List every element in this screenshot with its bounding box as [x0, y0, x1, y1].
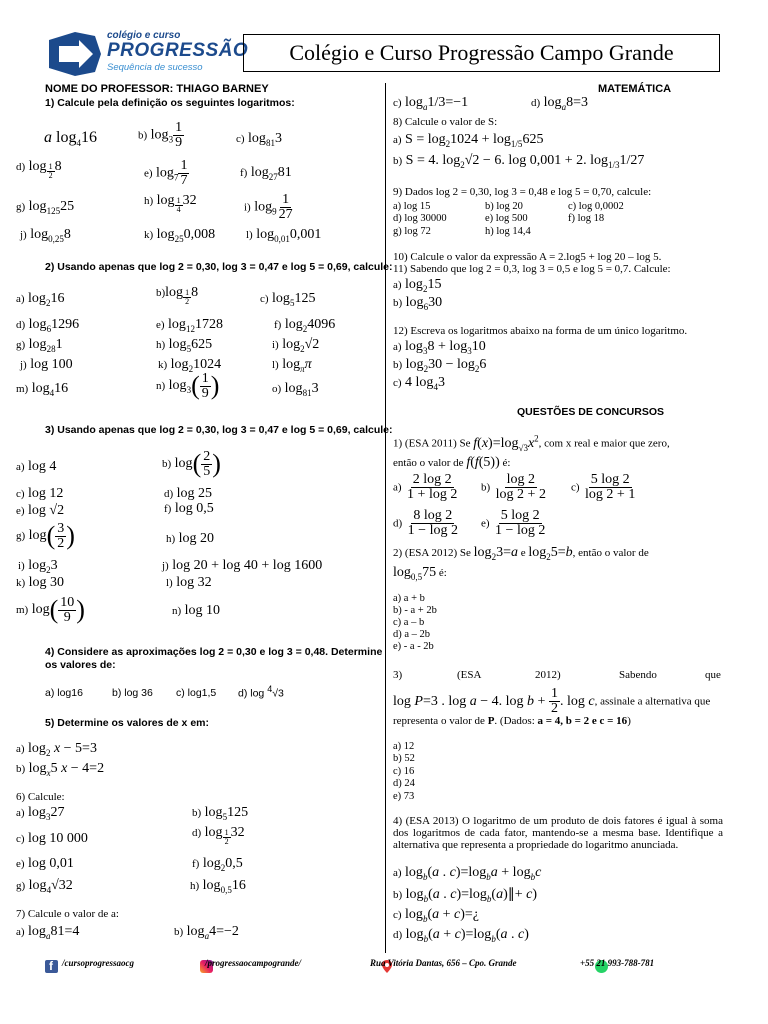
- q9-item-f: f) log 18: [568, 213, 605, 224]
- page-title-box: [243, 34, 720, 72]
- concursos-title: QUESTÕES DE CONCURSOS: [517, 406, 665, 418]
- logo: [45, 26, 249, 82]
- q6b: b) $\log_5125$: [192, 805, 249, 822]
- subject-title: MATEMÁTICA: [598, 83, 672, 95]
- phone-text: +55 21 993-788-781: [580, 958, 655, 968]
- q2a: a) $\log_216$: [16, 291, 65, 308]
- c3-item-a: a) 12: [393, 741, 415, 752]
- question-9: 9) Dados log 2 = 0,30, log 3 = 0,48 e log 5 = 0,70, calcule:: [393, 186, 652, 198]
- q3d: d) log 25: [164, 486, 213, 501]
- q2i: i) $\log_2√2$: [272, 337, 320, 354]
- q2b: b)log $_{\frac{1}{2}}$ 8: [156, 285, 199, 307]
- instagram-link[interactable]: /progressaocampogrande/: [205, 958, 302, 968]
- q4a: a) log16: [45, 687, 83, 699]
- q7a: a) $\log_a81=4$: [16, 924, 80, 941]
- q1c: c) $\log_{81}3$: [236, 131, 282, 148]
- c3-given: a = 4, b = 2 e c = 16: [537, 715, 628, 727]
- c2-item-e: e) - a - 2b: [393, 641, 434, 652]
- q4c: c) log1,5: [176, 687, 217, 699]
- q9-item-c: c) log 0,0002: [568, 201, 624, 212]
- q12b: b) $\log_230 - \log_26$: [393, 357, 487, 374]
- c1b: b) $\frac{\log 2}{\log 2 + 2}$: [481, 472, 546, 502]
- c3-item-d: d) 24: [393, 778, 415, 789]
- page-title: Colégio e Curso Progressão Campo Grande: [289, 40, 674, 65]
- q4d: d) log $^4$√3: [238, 684, 284, 700]
- c2-intro: 2) (ESA 2012) Se: [393, 547, 471, 559]
- question-10: 10) Calcule o valor da expressão A = 2.log5 + log 20 – log 5.: [393, 251, 662, 263]
- q4b: b) log 36: [112, 687, 153, 699]
- question-8: 8) Calcule o valor de S:: [393, 116, 498, 128]
- q5b: b) $\log_x5$ x − 4=2: [16, 761, 105, 778]
- c3-item-e: e) 73: [393, 791, 415, 802]
- c4d: d) $\log_b(a + c)=\log_b(a$ . c): [393, 927, 529, 944]
- c1-intro: 1) (ESA 2011) Se: [393, 437, 471, 450]
- question-11: 11) Sabendo que log 2 = 0,3, log 3 = 0,5 e log 5 = 0,7. Calcule:: [393, 263, 671, 275]
- c4a: a) $\log_b(a$ . $c)=\log_ba + \log_bc$: [393, 865, 542, 882]
- c2-and: e: [520, 547, 526, 559]
- q2h: h) $\log_5625$: [156, 337, 213, 354]
- question-1: 1) Calcule pela definição os seguintes logaritmos:: [45, 97, 295, 109]
- q12c: c) 4 $\log_43$: [393, 375, 445, 392]
- q3b: b) log( $\frac{2}{5}$ ): [162, 448, 221, 479]
- q9-item-g: g) log 72: [393, 226, 431, 237]
- c3-esa: (ESA: [457, 669, 482, 681]
- q2f: f) $\log_24096$: [274, 317, 336, 334]
- q5a: a) $\log_2 x - 5=3$: [16, 741, 97, 758]
- logo-sub-text: Sequência de sucesso: [107, 62, 203, 73]
- q2g: g) $\log_{28}1$: [16, 337, 63, 354]
- q11a: a) $\log_215$: [393, 277, 442, 294]
- c3-sabendo: Sabendo: [619, 669, 657, 681]
- question-3: 3) Usando apenas que log 2 = 0,30, log 3 = 0,47 e log 5 = 0,69, calcule:: [45, 424, 393, 436]
- q1a: a $\log_416$: [44, 129, 97, 149]
- q9-item-e: e) log 500: [485, 213, 528, 224]
- c2-item-b: b) - a + 2b: [393, 605, 437, 616]
- c2-line1: 2) (ESA 2012) Se $\log_23=a$ e $\log_25=b$, então o valor de: [393, 545, 649, 562]
- c3-que: que: [705, 669, 721, 681]
- q3c: c) log 12: [16, 486, 64, 501]
- q1l: l) $\log_{0,01}0,001$: [246, 227, 322, 244]
- c3-assinale: , assinale a alternativa que: [594, 695, 711, 708]
- q2k: k) $\log_21024$: [158, 357, 222, 374]
- q2d: d) $\log_61296$: [16, 317, 80, 334]
- question-6: 6) Calcule:: [16, 791, 65, 803]
- q3e: e) log √2: [16, 503, 65, 518]
- q6g: g) $\log_4√32$: [16, 878, 73, 895]
- q6e: e) log 0,01: [16, 856, 74, 871]
- c1-line1: 1) (ESA 2011) Se $f(x)=\log_{√3}x^2$, com x real e maior que zero,: [393, 433, 670, 453]
- q7b: b) $\log_a4=-2$: [174, 924, 239, 941]
- q2o: o) $\log_{81}3$: [272, 381, 319, 398]
- q2n: n) $\log_3$( $\frac{1}{9}$ ): [156, 370, 220, 401]
- c1c: c) $\frac{5 \log 2}{\log 2 + 1}$: [571, 472, 636, 502]
- q3l: l) log 32: [166, 575, 212, 590]
- q6h: h) $\log_{0,5}16$: [190, 878, 246, 895]
- q8a: a) $S = \log_21024 + \log_{1/5}625$: [393, 132, 544, 149]
- c3-dados: . (Dados:: [494, 715, 535, 727]
- question-5: 5) Determine os valores de x em:: [45, 717, 209, 729]
- q3g: g) log( $\frac{3}{2}$ ): [16, 520, 75, 551]
- c2-then: , então o valor de: [572, 547, 649, 559]
- q3f: f) log 0,5: [164, 501, 214, 516]
- question-2: 2) Usando apenas que log 2 = 0,30, log 3 = 0,47 e log 5 = 0,69, calcule:: [45, 261, 393, 273]
- q11b: b) $\log_630$: [393, 295, 443, 312]
- column-divider: [385, 83, 386, 953]
- c1-cond: , com x real e maior que zero,: [538, 437, 670, 450]
- q9-item-a: a) log 15: [393, 201, 431, 212]
- q7d: d) $\log_a8=3$: [531, 95, 588, 112]
- c4-question: 4) (ESA 2013) O logaritmo de um produto de dois fatores é igual à soma dos logaritmos de cada fator, mantendo-se a mesma base. Identifique a alternativa que representa a propriedade do logaritmo anunciada.: [393, 815, 723, 851]
- q3m: m) log( $\frac{10}{9}$ ): [16, 594, 85, 625]
- q6a: a) $\log_327$: [16, 805, 65, 822]
- q8b: b) S = 4. $\log_2√2 - 6$. log 0,001 + 2. $\log_{1/3}1/27$: [393, 153, 645, 170]
- q1j: j) $\log_{0,25}8$: [20, 227, 71, 244]
- c2-item-c: c) a – b: [393, 617, 425, 628]
- c2-end: é:: [438, 567, 447, 579]
- c4b: b) $\log_b(a$ . $c)=\log_b(a)\parallel+ c$): [393, 887, 538, 904]
- q9-item-d: d) log 30000: [393, 213, 447, 224]
- question-4: 4) Considere as aproximações log 2 = 0,30 e log 3 = 0,48. Determine os valores de:: [45, 646, 383, 671]
- logo-top-text: colégio e curso: [107, 30, 181, 41]
- q1g: g) $\log_{125}25$: [16, 199, 75, 216]
- q7c: c) $\log_a1/3=-1$: [393, 95, 469, 112]
- q6f: f) $\log_20,5$: [192, 856, 243, 873]
- q3h: h) log 20: [166, 531, 215, 546]
- c3-line2: log P=3 . log a − 4. log b + $\frac{1}{2}$ . log c, assinale a alternativa que: [393, 686, 711, 716]
- q3a: a) log 4: [16, 459, 57, 474]
- c2-item-d: d) a – 2b: [393, 629, 431, 640]
- q2m: m) $\log_416$: [16, 381, 69, 398]
- c1e: e) $\frac{5 \log 2}{1 - \log 2}$: [481, 508, 546, 538]
- address-text: Rua Vitória Dantas, 656 – Cpo. Grande: [370, 958, 517, 968]
- q1k: k) $\log_{25}0,008$: [144, 227, 216, 244]
- c3-represents: representa o valor de: [393, 715, 485, 727]
- c3-num: 3): [393, 669, 403, 681]
- q6d: d) log $_{\frac{1}{2}}$ 32: [192, 825, 245, 847]
- question-12: 12) Escreva os logaritmos abaixo na forma de um único logaritmo.: [393, 325, 688, 337]
- q1e: e) $\log_7$ $\frac{1}{7}$: [144, 158, 188, 188]
- professor-name: NOME DO PROFESSOR: THIAGO BARNEY: [45, 83, 269, 95]
- q3j: j) log 20 + log 40 + log 1600: [162, 558, 323, 573]
- footer: [40, 958, 740, 978]
- q1f: f) $\log_{27}81$: [240, 165, 292, 182]
- c1d: d) $\frac{8 \log 2}{1 - \log 2}$: [393, 508, 458, 538]
- c1-line2: então o valor de f(f(5)) é:: [393, 455, 511, 470]
- c2-item-a: a) a + b: [393, 593, 425, 604]
- c3-item-b: b) 52: [393, 753, 415, 764]
- q9-item-b: b) log 20: [485, 201, 523, 212]
- facebook-link[interactable]: /cursoprogressaocg: [62, 958, 135, 968]
- c3-close: ): [627, 715, 631, 727]
- facebook-icon: f: [45, 960, 58, 973]
- q2j: j) log 100: [20, 357, 73, 372]
- q2l: l) $\log_\pi\pi$: [272, 357, 312, 374]
- c1a: a) $\frac{2 \log 2}{1 + \log 2}$: [393, 472, 458, 502]
- logo-main-text: PROGRESSÃO: [107, 40, 249, 61]
- q1d: d) log $_{\frac{1}{2}}$ 8: [16, 159, 62, 181]
- c3-year: 2012): [535, 669, 561, 681]
- c1-value: então o valor de: [393, 457, 464, 469]
- c4c: c) $\log_b(a$ + c)=¿: [393, 907, 480, 924]
- q9-item-h: h) log 14,4: [485, 226, 531, 237]
- q1h: h) log $_{\frac{1}{4}}$ 32: [144, 193, 197, 215]
- q1b: b) $\log_3$ $\frac{1}{9}$: [138, 120, 183, 150]
- q3i: i) $\log_23$: [18, 558, 58, 575]
- c1-end: é:: [502, 457, 511, 469]
- q6c: c) log 10 000: [16, 831, 88, 846]
- q3k: k) log 30: [16, 575, 65, 590]
- q3n: n) log 10: [172, 603, 221, 618]
- question-7: 7) Calcule o valor de a:: [16, 908, 119, 920]
- q1i: i) $\log_9$ $\frac{1}{27}$: [244, 192, 293, 222]
- q2e: e) $\log_{12}1728$: [156, 317, 223, 334]
- q12a: a) $\log_38 + \log_310$: [393, 339, 486, 356]
- c3-line3: [393, 715, 631, 727]
- q2c: c) $\log_5125$: [260, 291, 316, 308]
- c3-p: P: [487, 715, 495, 727]
- c2-line2: $\log_{0,5}75$ é:: [393, 565, 447, 582]
- c3-item-c: c) 16: [393, 766, 415, 777]
